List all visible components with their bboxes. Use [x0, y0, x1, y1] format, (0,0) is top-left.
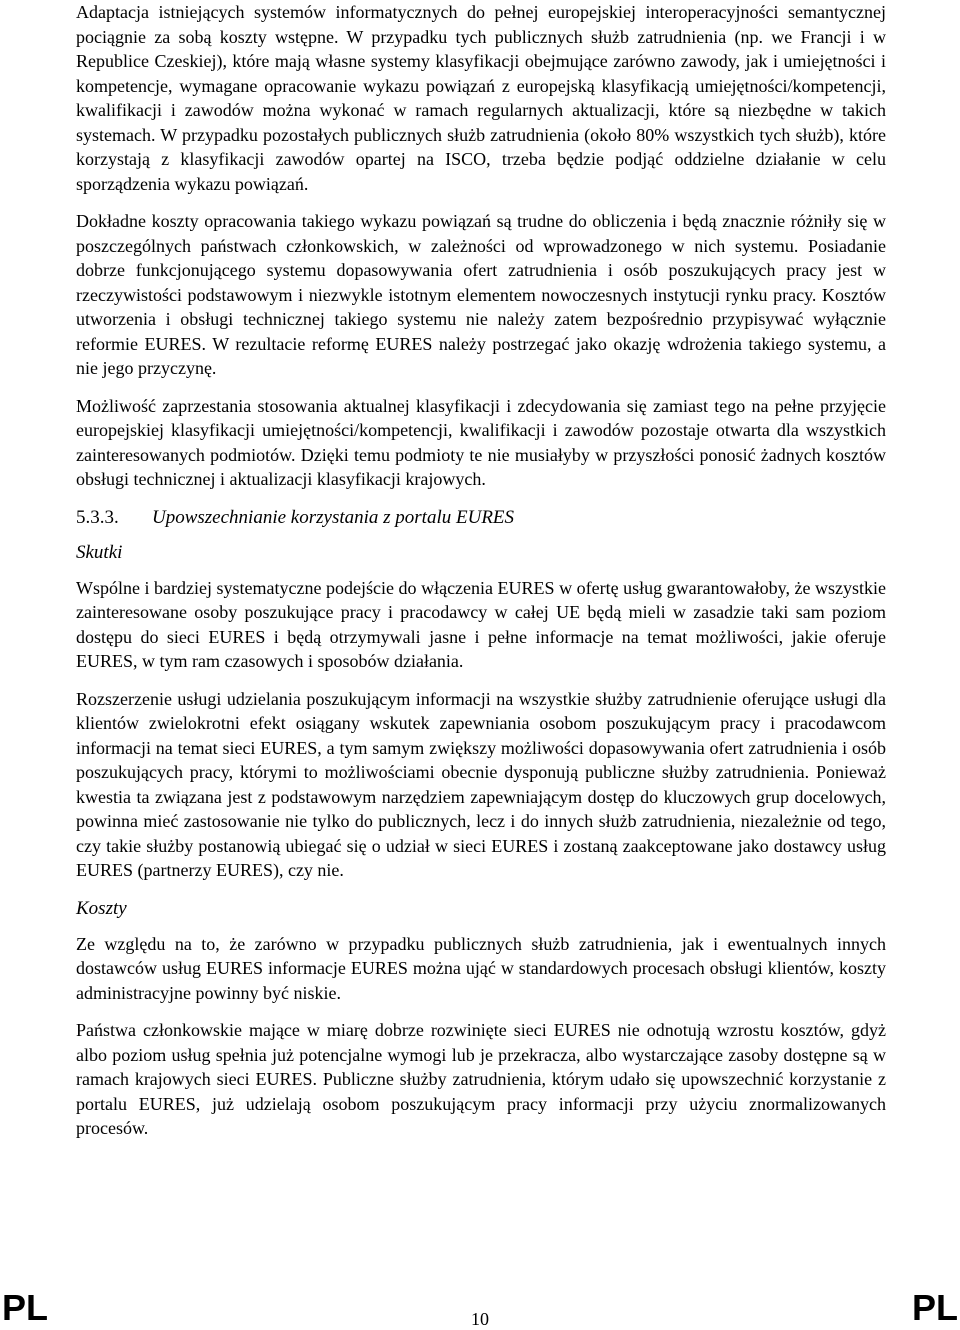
paragraph-common-approach: Wspólne i bardziej systematyczne podejście do włączenia EURES w ofertę usług gwarantowałoby, że wszystkie zainteresowane osoby poszukujące pracy i pracodawcy w całej UE będą mieli w zasadzie taki sam poziom dostępu do sieci EURES i będą otrzymywali jasne i pełne informacje na temat możliwości, jakie oferuje EURES, w tym ram czasowych i sposobów działania. [76, 577, 886, 671]
subheading-effects: Skutki [76, 541, 123, 563]
section-heading [76, 505, 886, 531]
paragraph-admin-costs: Ze względu na to, że zarówno w przypadku publicznych służb zatrudnienia, jak i ewentualnych innych dostawców usług EURES informacje EURES można ująć w standardowych procesach obsługi klientów, koszty administracyjne powinny być niskie. [76, 933, 886, 1003]
page-number: 10 [471, 1309, 489, 1329]
paragraph-adaptation: Adaptacja istniejących systemów informatycznych do pełnej europejskiej interoperacyjności semantycznej pociągnie za sobą koszty wstępne. W przypadku tych publicznych służb zatrudnienia (np. we Francji i w Republice Czeskiej), które mają własne systemy klasyfikacji obejmujące zarówno zawody, jak i umiejętności i kompetencje, wymagane opracowanie wykazu powiązań z europejską klasyfikacją umiejętności/kompetencji, kwalifikacji i zawodów można wykonać w ramach regularnych aktualizacji, które są niezbędne w takich systemach. W przypadku pozostałych publicznych służb zatrudnienia (około 80% wszystkich tych służb), które korzystają z klasyfikacji zawodów opartej na ISCO, trzeba będzie podjąć oddzielne działanie w celu sporządzenia wykazu powiązań. [76, 2, 886, 194]
paragraph-classification-option: Możliwość zaprzestania stosowania aktualnej klasyfikacji i zdecydowania się zamiast tego na pełne przyjęcie europejskiej klasyfikacji umiejętności/kompetencji, kwalifikacji i zawodów pozostaje otwarta dla wszystkich zainteresowanych podmiotów. Dzięki temu podmioty te nie musiałyby w przyszłości ponosić żadnych kosztów obsługi technicznej i aktualizacji klasyfikacji krajowych. [76, 395, 886, 489]
footer-language-left: PL [2, 1287, 49, 1328]
document-page [76, 0, 886, 1154]
paragraph-member-states: Państwa członkowskie mające w miarę dobrze rozwinięte sieci EURES nie odnotują wzrostu kosztów, gdyż albo poziom usług spełnia już potencjalne wymogi lub je przekracza, albo wystarczające zasoby dostępne są w ramach krajowych sieci EURES. Publiczne służby zatrudnienia, którym udało się upowszechnić korzystanie z portalu EURES, już udzielają osobom poszukującym pracy informacji przy użyciu znormalizowanych procesów. [76, 1020, 886, 1138]
subheading-costs: Koszty [76, 897, 127, 919]
section-title: Upowszechnianie korzystania z portalu EURES [152, 506, 515, 528]
paragraph-service-extension: Rozszerzenie usługi udzielania poszukującym informacji na wszystkie służby zatrudnienie oferujące usługi dla klientów zwielokrotni efekt osiągany wskutek zapewniania osobom poszukującym pracy i pracodawcom informacji na temat sieci EURES, a tym samym zwiększy możliwości dopasowywania ofert zatrudnienia i osób poszukujących pracy, którymi to możliwościami obecnie dysponują publiczne służby zatrudnienia. Ponieważ kwestia ta związana jest z podstawowym narzędziem zapewniającym dostęp do kluczowych grup docelowych, powinna mieć zastosowanie nie tylko do publicznych, lecz i do innych służb zatrudnienia, niezależnie od tego, czy takie służby postanowią ubiegać się o udział w sieci EURES i zostaną zaakceptowane jako dostawcy usług EURES (partnerzy EURES), czy nie. [76, 688, 886, 880]
paragraph-mapping-costs: Dokładne koszty opracowania takiego wykazu powiązań są trudne do obliczenia i będą znacznie różniły się w poszczególnych państwach członkowskich, w zależności od wprowadzonego w nich systemu. Posiadanie dobrze funkcjonującego systemu dopasowywania ofert zatrudnienia i osób poszukujących pracy jest w rzeczywistości podstawowym i niezwykle istotnym elementem nowoczesnych instytucji rynku pracy. Kosztów utworzenia i obsługi technicznej takiego systemu nie należy zatem bezpośrednio przypisywać wyłącznie reformie EURES. W rezultacie reformę EURES należy postrzegać jako okazję wdrożenia takiego systemu, a nie jego przyczynę. [76, 211, 886, 378]
footer-language-right: PL [911, 1287, 958, 1328]
section-number: 5.3.3. [76, 506, 119, 528]
